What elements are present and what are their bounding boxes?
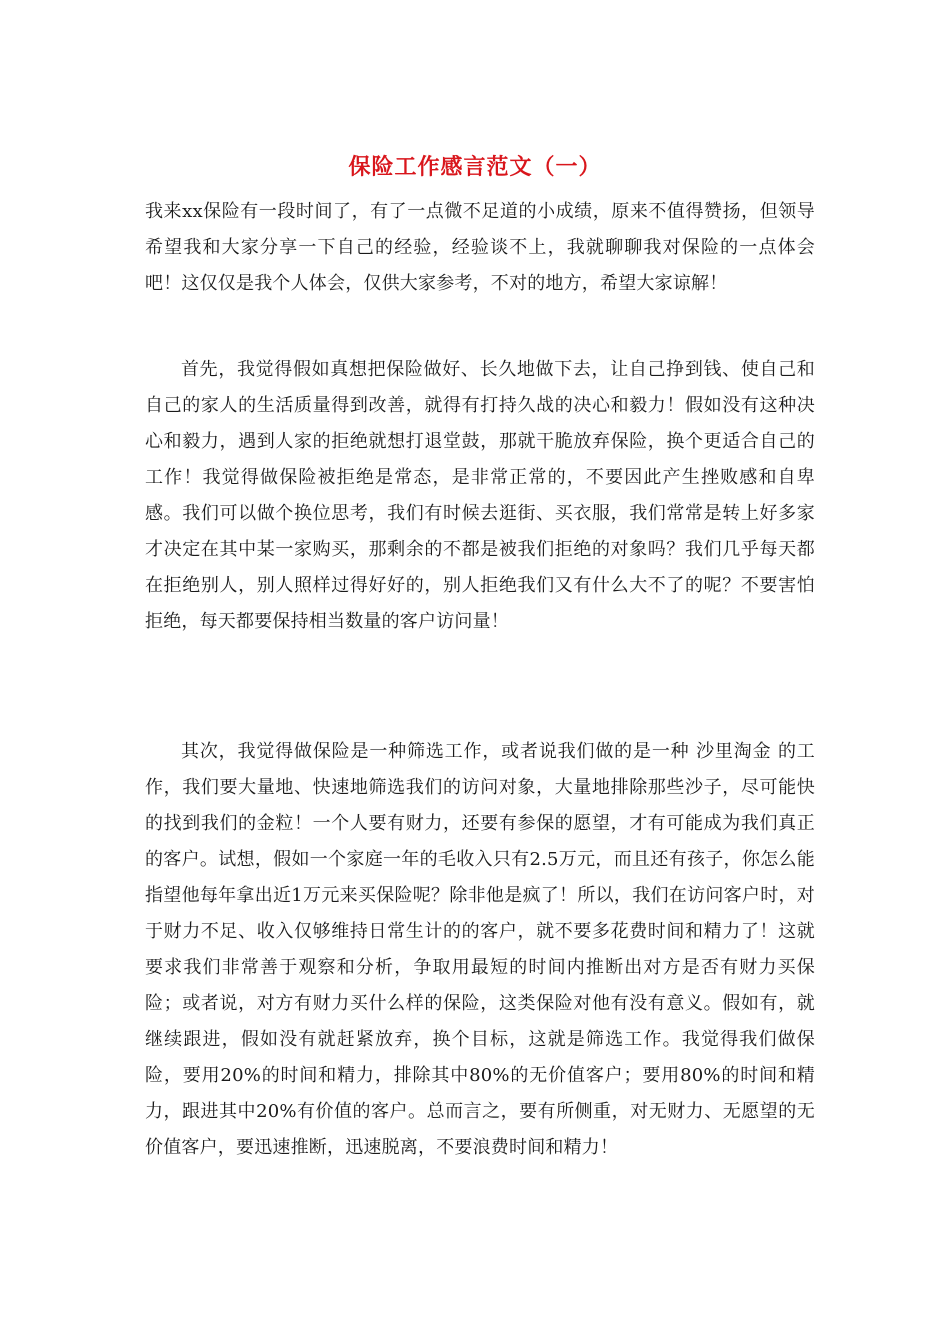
paragraph-first-point: 首先，我觉得假如真想把保险做好、长久地做下去，让自己挣到钱、使自己和自己的家人的生活质量得到改善，就得有打持久战的决心和毅力！假如没有这种决心和毅力，遇到人家的拒绝就想打退堂鼓，那就干脆放弃保险，换个更适合自己的工作！我觉得做保险被拒绝是常态，是非常正常的，不要因此产生挫败感和自卑感。我们可以做个换位思考，我们有时候去逛街、买衣服，我们常常是转上好多家才决定在其中某一家购买，那剩余的不都是被我们拒绝的对象吗？我们几乎每天都在拒绝别人，别人照样过得好好的，别人拒绝我们又有什么大不了的呢？不要害怕拒绝，每天都要保持相当数量的客户访问量！ xyxy=(145,359,815,632)
paragraph-intro: 我来xx保险有一段时间了，有了一点微不足道的小成绩，原来不值得赞扬，但领导希望我和大家分享一下自己的经验，经验谈不上，我就聊聊我对保险的一点体会吧！这仅仅是我个人体会，仅供大家参考，不对的地方，希望大家谅解！ xyxy=(145,201,815,294)
paragraph-second-point: 其次，我觉得做保险是一种筛选工作，或者说我们做的是一种 沙里淘金 的工作，我们要大量地、快速地筛选我们的访问对象，大量地排除那些沙子，尽可能快的找到我们的金粒！一个人要有财力，还要有参保的愿望，才有可能成为我们真正的客户。试想，假如一个家庭一年的毛收入只有2.5万元，而且还有孩子，你怎么能指望他每年拿出近1万元来买保险呢？除非他是疯了！所以，我们在访问客户时，对于财力不足、收入仅够维持日常生计的的客户，就不要多花费时间和精力了！这就要求我们非常善于观察和分析，争取用最短的时间内推断出对方是否有财力买保险；或者说，对方有财力买什么样的保险，这类保险对他有没有意义。假如有，就继续跟进，假如没有就赶紧放弃，换个目标，这就是筛选工作。我觉得我们做保险，要用20%的时间和精力，排除其中80%的无价值客户；要用80%的时间和精力，跟进其中20%有价值的客户。总而言之，要有所侧重，对无财力、无愿望的无价值客户，要迅速推断，迅速脱离，不要浪费时间和精力！ xyxy=(145,741,815,1158)
document-title: 保险工作感言范文（一） xyxy=(348,154,602,180)
